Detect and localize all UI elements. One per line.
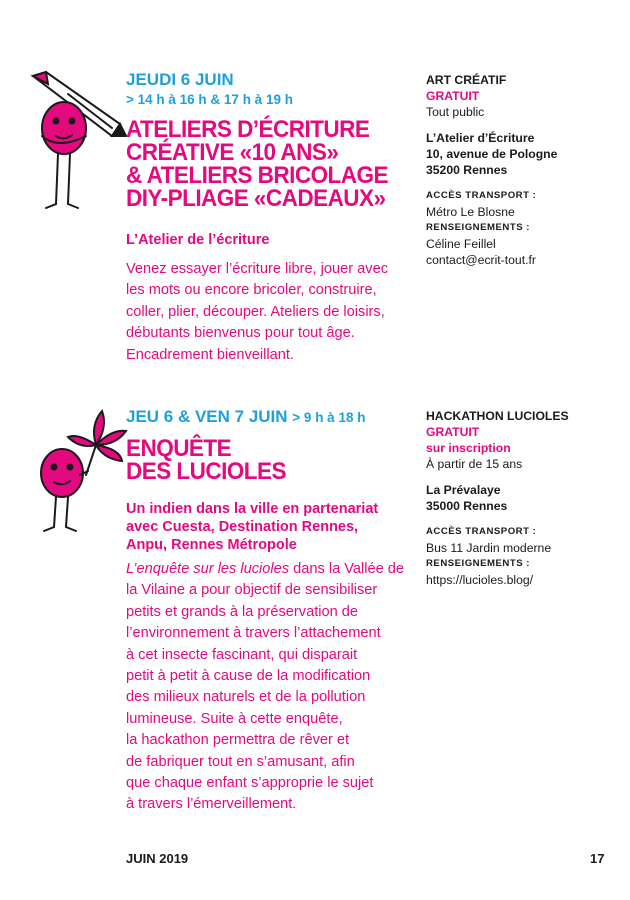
event2-registration: sur inscription [426,441,511,455]
event2-description-line: la Vilaine a pour objectif de sensibiliser [126,582,378,599]
event1-price: GRATUIT [426,89,480,103]
event2-subtitle-line: avec Cuesta, Destination Rennes, [126,519,359,535]
event1-category: ART CRÉATIF [426,73,507,87]
event2-transport: Bus 11 Jardin moderne [426,541,552,555]
event2-info-label: RENSEIGNEMENTS : [426,558,530,569]
event2-title [126,437,286,483]
event2-subtitle [126,500,378,554]
event1-info-label: RENSEIGNEMENTS : [426,222,530,233]
event2-time: > 9 h à 18 h [292,410,366,425]
event2-description-italic: L’enquête sur les lucioles [126,561,290,577]
event1-title-line: CRÉATIVE «10 ANS» [126,139,339,166]
event2-description-line: des milieux naturels et de la pollution [126,689,366,706]
event2-description-line: que chaque enfant s’approprie le sujet [126,775,374,792]
event2-date: JEU 6 & VEN 7 JUIN [126,407,288,426]
event2-price: GRATUIT [426,425,480,439]
event2-description-line [126,559,404,580]
event2-audience: À partir de 15 ans [426,457,523,471]
event2-title-line: ENQUÊTE [126,435,232,462]
footer-month: JUIN 2019 [126,851,189,866]
event1-transport-label: ACCÈS TRANSPORT : [426,190,537,201]
event1-audience: Tout public [426,105,485,119]
event2-description-line: de fabriquer tout en s’amusant, afin [126,753,355,770]
event1-title-line: ATELIERS D’ÉCRITURE [126,116,370,143]
event2-description-line: la hackathon permettra de rêver et [126,732,350,749]
event2-description [126,559,404,816]
event2-subtitle-line: Anpu, Rennes Métropole [126,537,297,553]
event2-category: HACKATHON LUCIOLES [426,409,569,423]
event1-title-line: & ATELIERS BRICOLAGE [126,162,388,189]
event1-contact-email[interactable]: contact@ecrit-tout.fr [426,253,536,267]
event1-subtitle: L’Atelier de l’écriture [126,232,270,248]
event2-description-line: petit à petit à cause de la modification [126,668,371,685]
event1-info-panel [426,72,557,268]
event1-time: > 14 h à 16 h & 17 h à 19 h [126,92,293,107]
event2-venue: La Prévalaye [426,483,501,497]
flower-character-illustration [30,405,130,535]
event2-description-first-rest: dans la Vallée de [289,561,405,577]
event2-description-line: à cet insecte fascinant, qui disparait [126,646,358,663]
event2-transport-label: ACCÈS TRANSPORT : [426,526,537,537]
event2-description-line: à travers l’émerveillement. [126,796,297,813]
event1-address-line2: 35200 Rennes [426,163,508,177]
event1-description-line: Venez essayer l’écriture libre, jouer avec [126,261,389,277]
event2-description-line: lumineuse. Suite à cette enquête, [126,710,343,727]
event2-description-line: l’environnement à travers l’attachement [126,625,381,642]
event2-title-line: DES LUCIOLES [126,458,286,485]
event1-contact-name: Céline Feillel [426,237,496,251]
event1-description-line: les mots ou encore bricoler, construire, [126,282,377,299]
page-number: 17 [590,851,605,866]
event1-venue: L’Atelier d’Écriture [426,131,535,145]
event2-subtitle-line: Un indien dans la ville en partenariat [126,501,379,517]
event1-transport: Métro Le Blosne [426,205,515,219]
event2-info-panel [426,408,569,588]
event1-title-line: DIY-PLIAGE «CADEAUX» [126,185,386,212]
event1-description-line: Encadrement bienveillant. [126,346,294,363]
event2-date-line [126,407,365,428]
event1-description [126,259,388,366]
event2-description-line: petits et grands à la préservation de [126,603,359,620]
event1-title [126,118,388,210]
event1-description-line: débutants bienvenus pour tout âge. [126,325,355,342]
event1-address-line1: 10, avenue de Pologne [426,147,558,161]
event1-date: JEUDI 6 JUIN [126,70,234,89]
pencil-character-illustration [28,66,128,216]
event1-description-line: coller, plier, découper. Ateliers de loisirs, [126,303,385,320]
event2-url[interactable]: https://lucioles.blog/ [426,573,534,587]
event2-address: 35000 Rennes [426,499,508,513]
